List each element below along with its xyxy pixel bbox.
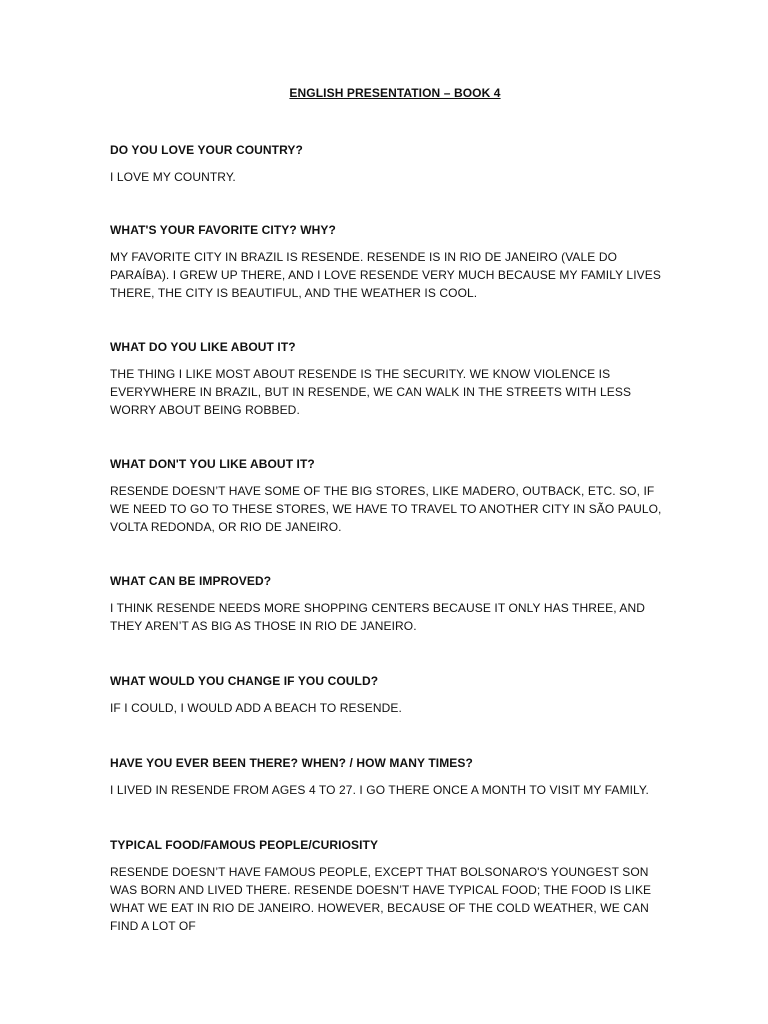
question-heading: TYPICAL FOOD/FAMOUS PEOPLE/CURIOSITY <box>110 838 379 852</box>
section-change <box>110 672 662 754</box>
question-heading: WHAT WOULD YOU CHANGE IF YOU COULD? <box>110 674 379 688</box>
section-improved <box>110 572 662 672</box>
answer-paragraph: I LOVE MY COUNTRY. <box>110 170 236 184</box>
document-body <box>110 141 662 935</box>
question-heading: WHAT'S YOUR FAVORITE CITY? WHY? <box>110 223 336 237</box>
answer-paragraph: THE THING I LIKE MOST ABOUT RESENDE IS THE SECURITY. WE KNOW VIOLENCE IS EVERYWHERE IN BRAZIL, BUT IN RESENDE, WE CAN WALK IN THE STREETS WITH LESS WORRY ABOUT BEING ROBBED. <box>110 367 632 417</box>
document-title: ENGLISH PRESENTATION – BOOK 4 <box>289 86 501 100</box>
section-been-there <box>110 754 662 836</box>
section-like-about <box>110 338 662 455</box>
answer-paragraph: I THINK RESENDE NEEDS MORE SHOPPING CENTERS BECAUSE IT ONLY HAS THREE, AND THEY AREN’T AS BIG AS THOSE IN RIO DE JANEIRO. <box>110 601 646 633</box>
answer-paragraph: MY FAVORITE CITY IN BRAZIL IS RESENDE. RESENDE IS IN RIO DE JANEIRO (VALE DO PARAÍBA). I GREW UP THERE, AND I LOVE RESENDE VERY MUCH BECAUSE MY FAMILY LIVES THERE, THE CITY IS BEAUTIFUL, AND THE WEATHER IS COOL. <box>110 250 661 300</box>
section-love-country <box>110 141 662 221</box>
section-dislike-about <box>110 455 662 572</box>
question-heading: WHAT CAN BE IMPROVED? <box>110 574 272 588</box>
section-typical-food <box>110 836 662 935</box>
question-heading: HAVE YOU EVER BEEN THERE? WHEN? / HOW MANY TIMES? <box>110 756 473 770</box>
answer-paragraph: RESENDE DOESN’T HAVE FAMOUS PEOPLE, EXCEPT THAT BOLSONARO'S YOUNGEST SON WAS BORN AND LIVED THERE. RESENDE DOESN’T HAVE TYPICAL FOOD; THE FOOD IS LIKE WHAT WE EAT IN RIO DE JANEIRO. HOWEVER, BECAUSE OF THE COLD WEATHER, WE CAN FIND A LOT OF <box>110 865 652 933</box>
question-heading: DO YOU LOVE YOUR COUNTRY? <box>110 143 303 157</box>
answer-paragraph: IF I COULD, I WOULD ADD A BEACH TO RESENDE. <box>110 701 402 715</box>
question-heading: WHAT DON'T YOU LIKE ABOUT IT? <box>110 457 315 471</box>
answer-paragraph: RESENDE DOESN’T HAVE SOME OF THE BIG STORES, LIKE MADERO, OUTBACK, ETC. SO, IF WE NEED TO GO TO THESE STORES, WE HAVE TO TRAVEL TO ANOTHER CITY IN SÃO PAULO, VOLTA REDONDA, OR RIO DE JANEIRO. <box>110 484 662 534</box>
question-heading: WHAT DO YOU LIKE ABOUT IT? <box>110 340 296 354</box>
answer-paragraph: I LIVED IN RESENDE FROM AGES 4 TO 27. I GO THERE ONCE A MONTH TO VISIT MY FAMILY. <box>110 783 649 797</box>
section-favorite-city <box>110 221 662 338</box>
